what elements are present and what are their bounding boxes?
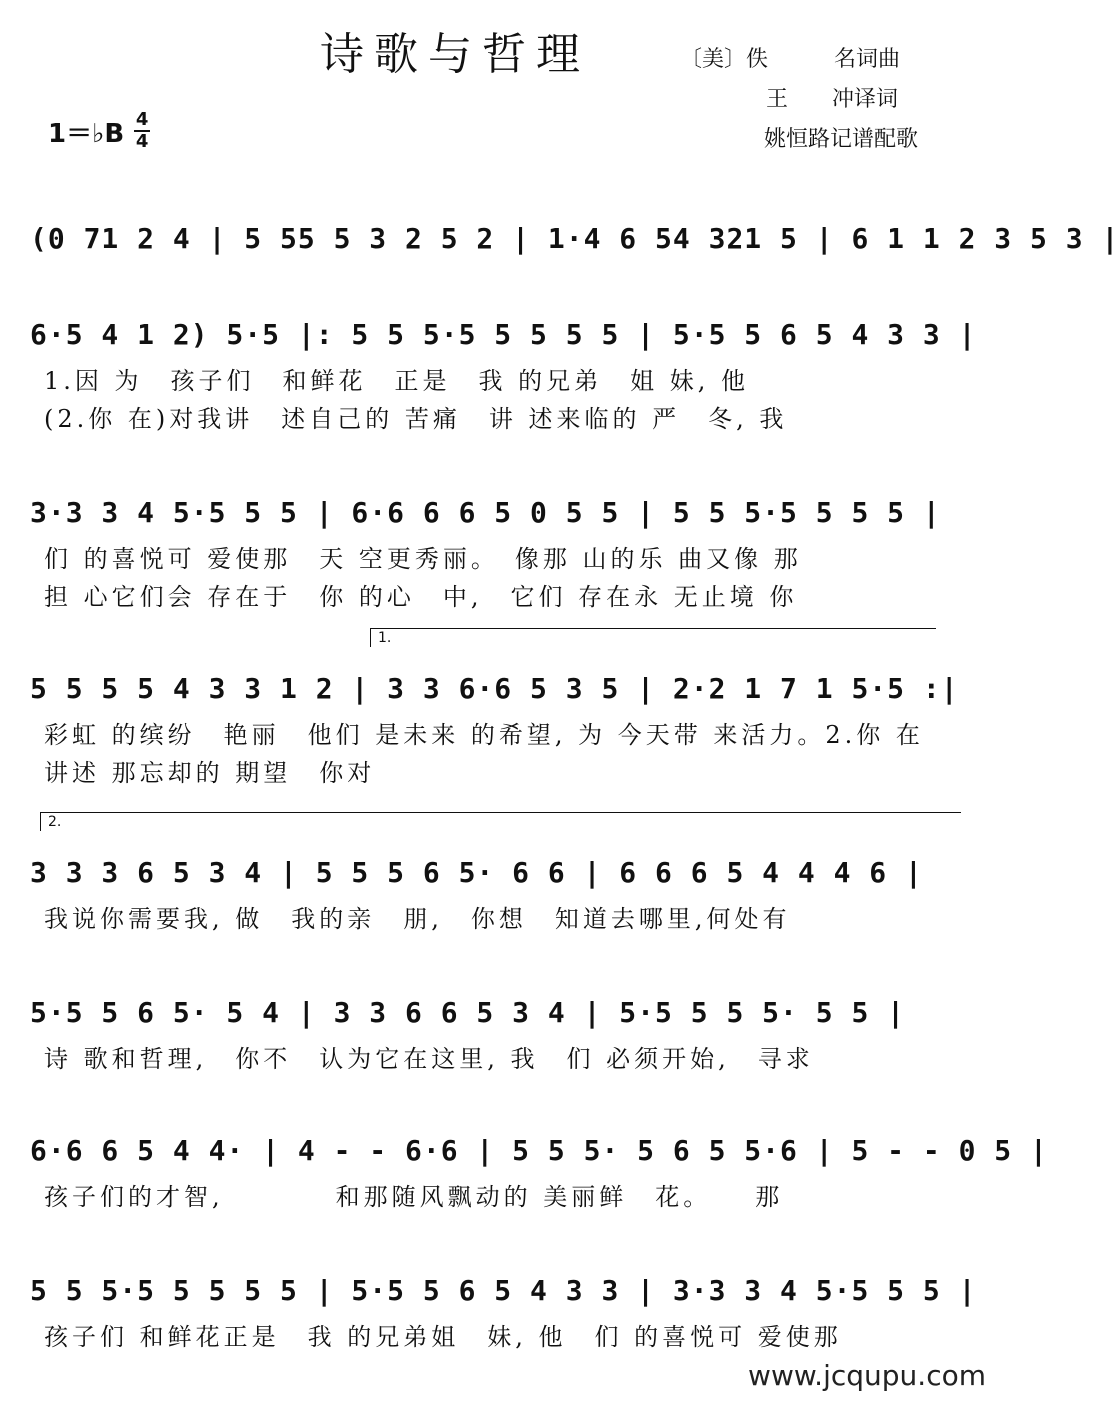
credit-composer: 〔美〕佚 名词曲 xyxy=(680,47,901,72)
song-title: 诗歌与哲理 xyxy=(320,29,590,80)
notation-line: 5 5 5·5 5 5 5 5 | 5·5 5 6 5 4 3 3 | 3·3 3 4 5·5 5 5 | xyxy=(30,1274,977,1307)
score-system-3 xyxy=(30,496,970,616)
lyric-line: 我说你需要我, 做 我的亲 朋, 你想 知道去哪里,何处有 xyxy=(44,905,791,933)
score-system-6 xyxy=(30,996,970,1078)
notation-line: 6·6 6 5 4 4· | 4 - - 6·6 | 5 5 5· 5 6 5 5·6 | 5 - - 0 5 | xyxy=(30,1134,1048,1167)
first-ending-bracket xyxy=(370,628,936,647)
time-signature xyxy=(134,110,150,152)
key-label: 1＝♭B xyxy=(48,118,125,149)
score-system-1 xyxy=(30,222,1119,266)
second-ending-bracket xyxy=(40,812,961,831)
lyric-verse-2: (2.你 在)对我讲 述自己的 苦痛 讲 述来临的 严 冬, 我 xyxy=(44,405,788,433)
notation-line: 5·5 5 6 5· 5 4 | 3 3 6 6 5 3 4 | 5·5 5 5 5· 5 5 | xyxy=(30,996,906,1029)
time-signature-top: 4 xyxy=(135,109,149,130)
lyric-line: 诗 歌和哲理, 你不 认为它在这里, 我 们 必须开始, 寻求 xyxy=(44,1045,814,1073)
lyric-verse-1: 彩虹 的缤纷 艳丽 他们 是未来 的希望, 为 今天带 来活力。2.你 在 xyxy=(44,721,924,749)
lyric-verse-2: 担 心它们会 存在于 你 的心 中, 它们 存在永 无止境 你 xyxy=(44,583,798,611)
notation-line: 6·5 4 1 2) 5·5 |: 5 5 5·5 5 5 5 5 | 5·5 5 6 5 4 3 3 | xyxy=(30,318,977,351)
first-ending-label: 1. xyxy=(378,630,392,646)
lyric-verse-1: 们 的喜悦可 爱使那 天 空更秀丽。 像那 山的乐 曲又像 那 xyxy=(44,545,802,573)
lyric-verse-1: 1.因 为 孩子们 和鲜花 正是 我 的兄弟 姐 妹, 他 xyxy=(44,367,750,395)
site-watermark: www.jcqupu.com xyxy=(748,1359,986,1392)
score-system-5 xyxy=(30,814,970,938)
score-system-2 xyxy=(30,318,977,438)
lyric-verse-2: 讲述 那忘却的 期望 你对 xyxy=(44,759,376,787)
second-ending-label: 2. xyxy=(48,814,62,830)
lyric-line: 孩子们的才智, 和那随风飘动的 美丽鲜 花。 那 xyxy=(44,1183,784,1211)
score-system-7 xyxy=(30,1134,1048,1216)
notation-line: 3·3 3 4 5·5 5 5 | 6·6 6 6 5 0 5 5 | 5 5 5·5 5 5 5 | xyxy=(30,496,941,529)
notation-line: 3 3 3 6 5 3 4 | 5 5 5 6 5· 6 6 | 6 6 6 5 4 4 4 6 | xyxy=(30,856,923,889)
score-system-4 xyxy=(30,630,970,792)
credit-translator: 王 冲译词 xyxy=(766,87,899,112)
time-signature-bottom: 4 xyxy=(135,131,149,152)
notation-line: 5 5 5 5 4 3 3 1 2 | 3 3 6·6 5 3 5 | 2·2 1 7 1 5·5 :| xyxy=(30,672,959,705)
credits xyxy=(680,40,970,160)
notation-line: (0 71 2 4 | 5 55 5 3 2 5 2 | 1·4 6 54 321 5 | 6 1 1 2 3 5 3 | xyxy=(30,222,1119,255)
lyric-line: 孩子们 和鲜花正是 我 的兄弟姐 妹, 他 们 的喜悦可 爱使那 xyxy=(44,1323,842,1351)
key-signature xyxy=(48,110,150,152)
credit-arranger: 姚恒路记谱配歌 xyxy=(764,127,919,152)
score-system-8 xyxy=(30,1274,977,1356)
